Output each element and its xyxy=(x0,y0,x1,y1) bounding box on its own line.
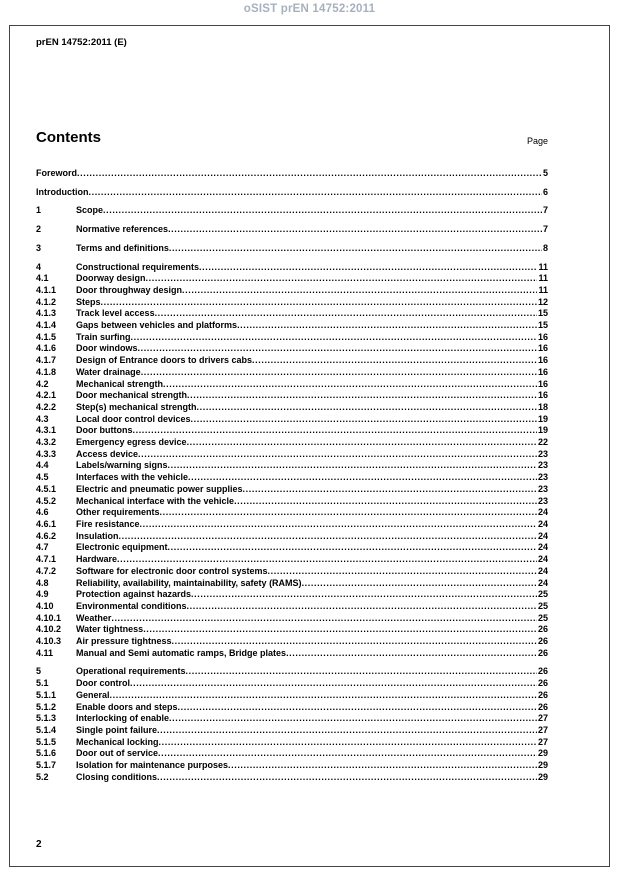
toc-entry-number: 4.3.1 xyxy=(36,425,57,436)
toc-entry-number: 4.6 xyxy=(36,507,49,518)
toc-entry-page: 23 xyxy=(537,448,548,459)
toc-entry xyxy=(36,542,548,554)
toc-entry xyxy=(36,243,548,255)
toc-entry-title: Constructional requirements xyxy=(76,261,200,272)
toc-dot-leader xyxy=(197,402,537,414)
toc-entry xyxy=(36,737,548,749)
toc-entry xyxy=(36,519,548,531)
toc-entry-page: 25 xyxy=(537,600,548,611)
toc-dot-leader xyxy=(131,332,537,344)
toc-entry-title: Reliability, availability, maintainability, safety (RAMS) xyxy=(76,577,302,588)
toc-entry xyxy=(36,187,548,199)
toc-entry-page: 23 xyxy=(537,472,548,483)
toc-entry-page: 19 xyxy=(537,425,548,436)
toc-entry xyxy=(36,613,548,625)
toc-entry-number: 4.2.2 xyxy=(36,401,57,412)
toc-dot-leader xyxy=(168,542,537,554)
toc-list xyxy=(36,168,548,783)
toc-dot-leader xyxy=(252,355,537,367)
toc-entry xyxy=(36,760,548,772)
contents-section xyxy=(36,129,548,783)
toc-dot-leader xyxy=(186,666,537,678)
page-frame xyxy=(9,25,610,867)
toc-entry xyxy=(36,332,548,344)
toc-entry-title: Weather xyxy=(76,612,112,623)
toc-entry-page: 29 xyxy=(537,748,548,759)
toc-entry xyxy=(36,205,548,217)
toc-entry xyxy=(36,578,548,590)
toc-entry-number: 4.3 xyxy=(36,413,49,424)
toc-entry-number: 4.2 xyxy=(36,378,49,389)
toc-entry-number: 4.6.2 xyxy=(36,530,57,541)
toc-dot-leader xyxy=(140,519,537,531)
page-column-label: Page xyxy=(526,136,548,146)
toc-entry-number: 5.1.5 xyxy=(36,736,57,747)
toc-entry-page: 8 xyxy=(542,242,548,253)
toc-dot-leader xyxy=(243,484,537,496)
toc-entry-title: General xyxy=(76,689,110,700)
toc-dot-leader xyxy=(138,449,537,461)
toc-entry xyxy=(36,224,548,236)
toc-entry xyxy=(36,273,548,285)
toc-dot-leader xyxy=(119,531,537,543)
toc-dot-leader xyxy=(110,690,537,702)
toc-entry-number: 4.3.3 xyxy=(36,448,57,459)
toc-entry-number: 2 xyxy=(36,224,42,235)
toc-dot-leader xyxy=(157,725,537,737)
toc-entry-page: 16 xyxy=(537,331,548,342)
toc-entry xyxy=(36,589,548,601)
toc-entry xyxy=(36,320,548,332)
toc-entry-title: Door control xyxy=(76,678,130,689)
toc-entry-title: Water drainage xyxy=(76,366,141,377)
toc-entry xyxy=(36,678,548,690)
toc-entry-page: 26 xyxy=(537,701,548,712)
toc-entry-number: 4.6.1 xyxy=(36,518,57,529)
toc-entry-title: Closing conditions xyxy=(76,771,157,782)
toc-entry-title: Door out of service xyxy=(76,748,159,759)
toc-dot-leader xyxy=(187,601,537,613)
toc-dot-leader xyxy=(187,437,537,449)
toc-entry xyxy=(36,554,548,566)
toc-dot-leader xyxy=(146,273,538,285)
toc-entry-title: Door windows xyxy=(76,343,138,354)
toc-entry-number: 4.1.5 xyxy=(36,331,57,342)
toc-entry-title: Door mechanical strength xyxy=(76,390,188,401)
toc-dot-leader xyxy=(155,308,537,320)
toc-entry-page: 16 xyxy=(537,355,548,366)
toc-entry xyxy=(36,636,548,648)
toc-entry-title: Interfaces with the vehicle xyxy=(76,472,189,483)
toc-entry-page: 11 xyxy=(538,273,548,284)
toc-dot-leader xyxy=(169,243,542,255)
toc-dot-leader xyxy=(117,554,537,566)
toc-entry-page: 24 xyxy=(537,542,548,553)
toc-entry-page: 11 xyxy=(538,284,548,295)
toc-dot-leader xyxy=(237,320,537,332)
toc-entry-page: 25 xyxy=(537,589,548,600)
toc-dot-leader xyxy=(188,472,537,484)
toc-dot-leader xyxy=(191,589,537,601)
toc-entry-page: 24 xyxy=(537,577,548,588)
toc-entry xyxy=(36,748,548,760)
toc-entry xyxy=(36,484,548,496)
toc-entry-title: Labels/warning signs xyxy=(76,460,168,471)
toc-entry xyxy=(36,437,548,449)
toc-entry-number: 3 xyxy=(36,242,42,253)
toc-entry xyxy=(36,648,548,660)
toc-dot-leader xyxy=(228,760,537,772)
toc-entry-number: 4.1.4 xyxy=(36,320,57,331)
toc-entry xyxy=(36,460,548,472)
toc-dot-leader xyxy=(103,205,542,217)
toc-dot-leader xyxy=(163,379,537,391)
toc-dot-leader xyxy=(138,343,537,355)
toc-entry xyxy=(36,262,548,274)
toc-entry-page: 23 xyxy=(537,460,548,471)
toc-entry-title: Interlocking of enable xyxy=(76,713,170,724)
contents-header-row xyxy=(36,129,548,146)
toc-entry-title: Track level access xyxy=(76,308,155,319)
toc-entry-number: 4.9 xyxy=(36,589,49,600)
toc-entry-page: 26 xyxy=(537,666,548,677)
toc-entry-page: 24 xyxy=(537,507,548,518)
toc-dot-leader xyxy=(199,262,537,274)
toc-entry xyxy=(36,702,548,714)
toc-entry-number: 5.1.4 xyxy=(36,724,57,735)
toc-entry-number: 4.10 xyxy=(36,600,54,611)
toc-entry-page: 16 xyxy=(537,343,548,354)
toc-entry-title: Gaps between vehicles and platforms xyxy=(76,320,238,331)
toc-entry-number: 5.1.1 xyxy=(36,689,57,700)
document-reference: prEN 14752:2011 (E) xyxy=(36,37,127,48)
toc-entry-page: 15 xyxy=(537,308,548,319)
toc-entry-number: 5.1.2 xyxy=(36,701,57,712)
toc-entry xyxy=(36,168,548,180)
toc-entry-page: 26 xyxy=(537,647,548,658)
toc-entry-title: Scope xyxy=(76,205,104,216)
toc-entry xyxy=(36,425,548,437)
toc-entry-title: Hardware xyxy=(76,554,118,565)
toc-entry-title: Isolation for maintenance purposes xyxy=(76,760,229,771)
toc-entry-page: 29 xyxy=(537,760,548,771)
toc-entry-number: 4.2.1 xyxy=(36,390,57,401)
toc-entry-page: 11 xyxy=(538,261,548,272)
toc-entry-page: 5 xyxy=(542,168,548,178)
toc-entry-page: 24 xyxy=(537,518,548,529)
toc-entry-page: 18 xyxy=(537,401,548,412)
toc-entry-title: Train surfing xyxy=(76,331,131,342)
toc-entry-title: Fire resistance xyxy=(76,518,140,529)
toc-entry-title: Protection against hazards xyxy=(76,589,192,600)
toc-entry-page: 24 xyxy=(537,565,548,576)
toc-entry xyxy=(36,496,548,508)
toc-entry-page: 27 xyxy=(537,713,548,724)
toc-entry-page: 16 xyxy=(537,378,548,389)
toc-entry-title: Mechanical strength xyxy=(76,378,164,389)
toc-entry-page: 24 xyxy=(537,554,548,565)
toc-entry-title: Electric and pneumatic power supplies xyxy=(76,483,243,494)
toc-entry xyxy=(36,690,548,702)
toc-dot-leader xyxy=(286,648,537,660)
toc-entry-title: Emergency egress device xyxy=(76,437,187,448)
toc-entry-title: Software for electronic door control systems xyxy=(76,565,268,576)
toc-entry-number: 4.10.3 xyxy=(36,636,62,647)
toc-entry xyxy=(36,414,548,426)
toc-entry xyxy=(36,507,548,519)
toc-entry-title: Mechanical locking xyxy=(76,736,159,747)
toc-entry-number: 4.11 xyxy=(36,647,54,658)
toc-entry-number: 4.1.8 xyxy=(36,366,57,377)
toc-dot-leader xyxy=(143,624,537,636)
toc-entry xyxy=(36,367,548,379)
toc-dot-leader xyxy=(157,772,537,784)
toc-entry-page: 26 xyxy=(537,636,548,647)
toc-entry-number: 5.1.7 xyxy=(36,760,57,771)
toc-dot-leader xyxy=(187,390,537,402)
toc-entry-number: 4.7.2 xyxy=(36,565,57,576)
toc-entry-page: 22 xyxy=(537,437,548,448)
toc-entry-page: 26 xyxy=(537,678,548,689)
toc-entry xyxy=(36,772,548,784)
toc-dot-leader xyxy=(168,224,542,236)
toc-dot-leader xyxy=(89,187,542,199)
toc-entry-number: 4.7.1 xyxy=(36,554,57,565)
toc-dot-leader xyxy=(191,414,537,426)
toc-entry-title: Foreword xyxy=(36,168,78,178)
toc-entry-number: 4.1.6 xyxy=(36,343,57,354)
toc-entry-title: Normative references xyxy=(76,224,169,235)
toc-entry-page: 26 xyxy=(537,689,548,700)
toc-entry-number: 4.10.1 xyxy=(36,612,62,623)
toc-dot-leader xyxy=(158,748,537,760)
toc-entry xyxy=(36,601,548,613)
toc-entry xyxy=(36,449,548,461)
toc-dot-leader xyxy=(234,496,537,508)
toc-entry-title: Doorway design xyxy=(76,273,146,284)
toc-entry xyxy=(36,566,548,578)
toc-entry-number: 4.5.1 xyxy=(36,483,57,494)
toc-entry-page: 7 xyxy=(542,224,548,235)
toc-entry xyxy=(36,713,548,725)
toc-entry-title: Other requirements xyxy=(76,507,160,518)
toc-entry-page: 24 xyxy=(537,530,548,541)
toc-dot-leader xyxy=(182,285,537,297)
toc-dot-leader xyxy=(141,367,537,379)
toc-dot-leader xyxy=(130,678,537,690)
toc-entry xyxy=(36,308,548,320)
toc-dot-leader xyxy=(77,168,542,180)
toc-entry-title: Step(s) mechanical strength xyxy=(76,401,197,412)
toc-entry-page: 16 xyxy=(537,390,548,401)
toc-entry-number: 4.1.1 xyxy=(36,284,57,295)
toc-entry xyxy=(36,390,548,402)
toc-dot-leader xyxy=(159,737,537,749)
toc-entry xyxy=(36,297,548,309)
toc-entry-title: Air pressure tightness xyxy=(76,636,172,647)
toc-dot-leader xyxy=(178,702,537,714)
toc-dot-leader xyxy=(172,636,537,648)
toc-entry-number: 4.7 xyxy=(36,542,49,553)
toc-entry-number: 4.3.2 xyxy=(36,437,57,448)
toc-entry-page: 6 xyxy=(542,186,548,197)
toc-entry xyxy=(36,402,548,414)
toc-entry xyxy=(36,379,548,391)
toc-entry-title: Steps xyxy=(76,296,101,307)
toc-entry xyxy=(36,531,548,543)
toc-dot-leader xyxy=(168,460,537,472)
toc-entry-title: Environmental conditions xyxy=(76,600,187,611)
toc-entry-page: 25 xyxy=(537,612,548,623)
toc-entry-title: Introduction xyxy=(36,186,89,197)
toc-dot-leader xyxy=(101,297,537,309)
toc-entry-page: 19 xyxy=(537,413,548,424)
toc-entry-number: 5.2 xyxy=(36,771,49,782)
toc-entry-title: Mechanical interface with the vehicle xyxy=(76,495,235,506)
toc-entry-title: Manual and Semi automatic ramps, Bridge plates xyxy=(76,647,287,658)
toc-entry-page: 12 xyxy=(537,296,548,307)
toc-entry-page: 7 xyxy=(542,205,548,216)
toc-entry-title: Design of Entrance doors to drivers cabs xyxy=(76,355,253,366)
toc-entry xyxy=(36,725,548,737)
toc-entry xyxy=(36,343,548,355)
toc-entry-page: 29 xyxy=(537,771,548,782)
toc-entry-title: Access device xyxy=(76,448,139,459)
toc-dot-leader xyxy=(111,613,537,625)
toc-dot-leader xyxy=(169,713,537,725)
toc-dot-leader xyxy=(133,425,537,437)
toc-entry-title: Single point failure xyxy=(76,724,158,735)
toc-entry-page: 15 xyxy=(537,320,548,331)
toc-entry-page: 23 xyxy=(537,483,548,494)
toc-entry-number: 4.10.2 xyxy=(36,624,62,635)
toc-entry-number: 4.1.3 xyxy=(36,308,57,319)
watermark-header: oSIST prEN 14752:2011 xyxy=(243,3,376,15)
toc-entry-title: Electronic equipment xyxy=(76,542,168,553)
toc-entry-page: 27 xyxy=(537,736,548,747)
toc-entry-number: 4.1 xyxy=(36,273,49,284)
toc-entry-page: 27 xyxy=(537,724,548,735)
toc-entry-number: 4.8 xyxy=(36,577,49,588)
toc-dot-leader xyxy=(160,507,537,519)
toc-entry-title: Insulation xyxy=(76,530,119,541)
toc-entry-number: 5.1.6 xyxy=(36,748,57,759)
toc-entry-title: Operational requirements xyxy=(76,666,186,677)
toc-entry xyxy=(36,666,548,678)
toc-entry-number: 5.1.3 xyxy=(36,713,57,724)
contents-title: Contents xyxy=(36,129,101,146)
toc-entry-title: Door buttons xyxy=(76,425,133,436)
toc-entry-title: Door throughway design xyxy=(76,284,183,295)
toc-dot-leader xyxy=(268,566,537,578)
toc-entry xyxy=(36,355,548,367)
toc-entry xyxy=(36,472,548,484)
toc-entry-page: 16 xyxy=(537,366,548,377)
toc-entry xyxy=(36,285,548,297)
toc-entry-number: 4.1.7 xyxy=(36,355,57,366)
page-number: 2 xyxy=(36,839,42,850)
toc-entry-number: 1 xyxy=(36,205,42,216)
toc-entry-title: Terms and definitions xyxy=(76,242,169,253)
toc-entry-title: Water tightness xyxy=(76,624,144,635)
toc-entry-number: 4.1.2 xyxy=(36,296,57,307)
toc-entry xyxy=(36,624,548,636)
toc-entry-title: Local door control devices xyxy=(76,413,191,424)
toc-entry-number: 4.5 xyxy=(36,472,49,483)
toc-entry-number: 5.1 xyxy=(36,678,49,689)
toc-entry-number: 4.4 xyxy=(36,460,49,471)
toc-entry-number: 5 xyxy=(36,666,42,677)
toc-dot-leader xyxy=(302,578,537,590)
toc-entry-page: 23 xyxy=(537,495,548,506)
toc-entry-page: 26 xyxy=(537,624,548,635)
toc-entry-number: 4.5.2 xyxy=(36,495,57,506)
toc-entry-number: 4 xyxy=(36,261,42,272)
toc-entry-title: Enable doors and steps xyxy=(76,701,178,712)
